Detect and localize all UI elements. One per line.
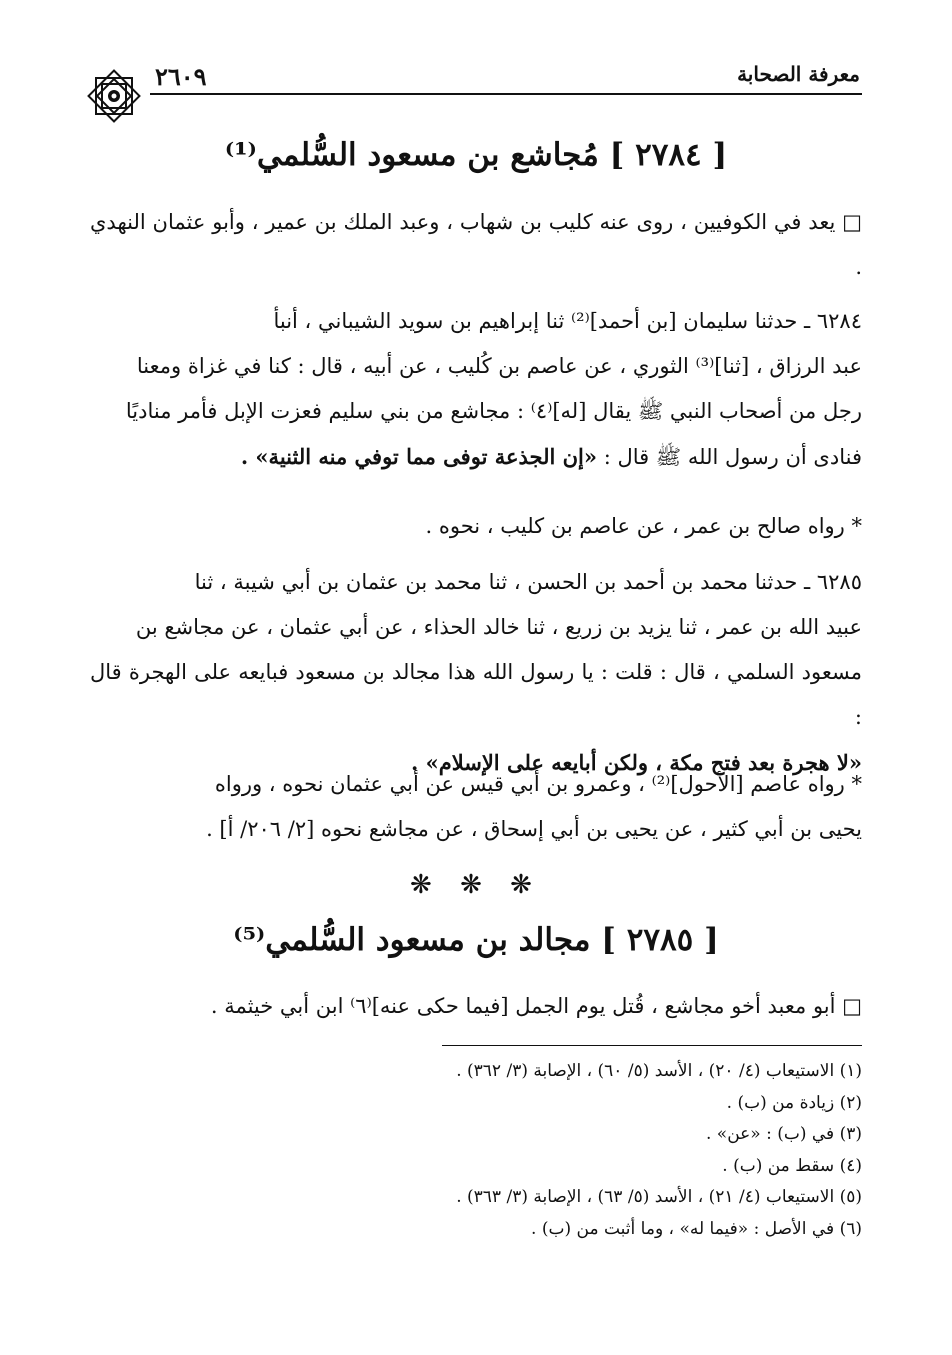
footnote: (٣) في (ب) : «عن» . xyxy=(705,1124,862,1144)
entry-title-2785: [ ٢٧٨٥ ] مجالد بن مسعود السُّلمي⁽⁵⁾ xyxy=(233,922,719,958)
hadith-6285 xyxy=(90,560,862,785)
footnote: (٥) الاستيعاب (٤/ ٢١) ، الأسد (٥/ ٦٣) ، الإصابة (٣/ ٣٦٣) . xyxy=(456,1187,862,1207)
prophetic-saying: «لا هجرة بعد فتح مكة ، ولكن أبايعه على الإسلام» . xyxy=(410,750,862,775)
hadith-line: ٦٢٨٤ ـ حدثنا سليمان [بن أحمد]⁽²⁾ ثنا إبراهيم بن سويد الشيباني ، أنبأ xyxy=(273,309,862,333)
page-number: ٢٦٠٩ xyxy=(155,62,207,91)
section-separator: ❋ ❋ ❋ xyxy=(410,870,542,900)
running-header-title: معرفة الصحابة xyxy=(737,62,860,86)
footnote-rule xyxy=(442,1045,862,1046)
narration-note-1 xyxy=(90,504,862,549)
note-line: يحيى بن أبي كثير ، عن يحيى بن أبي إسحاق ، عن مجاشع نحوه [٢/ ٢٠٦/ أ] . xyxy=(206,817,862,841)
ornament-icon xyxy=(82,64,146,128)
entry-intro-2784 xyxy=(90,200,862,290)
entry-title-2784: [ ٢٧٨٤ ] مُجاشع بن مسعود السُّلمي⁽¹⁾ xyxy=(224,137,728,173)
hadith-line xyxy=(90,434,862,480)
intro-text: □ يعد في الكوفيين ، روى عنه كليب بن شهاب ، وعبد الملك بن عمير ، وأبو عثمان النهدي . xyxy=(90,210,862,279)
hadith-text: فنادى أن رسول الله ﷺ قال : xyxy=(597,445,862,469)
hadith-line: رجل من أصحاب النبي ﷺ يقال [له]⁽٤⁾ : مجاشع من بني سليم فعزت الإبل فأمر مناديًا xyxy=(125,399,862,423)
hadith-line: ٦٢٨٥ ـ حدثنا محمد بن أحمد بن الحسن ، ثنا محمد بن عثمان بن أبي شيبة ، ثنا xyxy=(194,570,862,594)
narration-note-2 xyxy=(90,762,862,852)
footnote: (٦) في الأصل : «فيما له» ، وما أثبت من (ب) . xyxy=(531,1218,862,1239)
entry-intro-2785 xyxy=(90,984,862,1029)
hadith-line: مسعود السلمي ، قال : قلت : يا رسول الله هذا مجالد بن مسعود فبايعه على الهجرة قال : xyxy=(90,660,862,729)
prophetic-saying: «إن الجذعة توفى مما توفي منه الثنية» . xyxy=(240,444,598,469)
note-text: * رواه صالح بن عمر ، عن عاصم بن كليب ، نحوه . xyxy=(425,514,862,538)
header-rule xyxy=(150,93,862,95)
footnotes xyxy=(90,1056,862,1245)
hadith-line: عبيد الله بن عمر ، ثنا يزيد بن زريع ، ثنا خالد الحذاء ، عن أبي عثمان ، عن مجاشع بن xyxy=(135,615,862,639)
note-line: * رواه عاصم [الأحول]⁽²⁾ ، وعمرو بن أبي قيس عن أبي عثمان نحوه ، ورواه xyxy=(214,772,862,796)
footnote: (٢) زيادة من (ب) . xyxy=(726,1092,862,1113)
footnote: (١) الاستيعاب (٤/ ٢٠) ، الأسد (٥/ ٦٠) ، الإصابة (٣/ ٣٦٢) . xyxy=(456,1061,862,1081)
hadith-6284 xyxy=(90,299,862,480)
hadith-line: عبد الرزاق ، [ثنا]⁽³⁾ الثوري ، عن عاصم بن كُليب ، عن أبيه ، قال : كنا في غزاة ومعنا xyxy=(136,354,862,378)
intro-text: □ أبو معبد أخو مجاشع ، قُتل يوم الجمل [فيما حكى عنه]⁽٦⁾ ابن أبي خيثمة . xyxy=(210,994,862,1018)
footnote: (٤) سقط من (ب) . xyxy=(722,1155,862,1176)
